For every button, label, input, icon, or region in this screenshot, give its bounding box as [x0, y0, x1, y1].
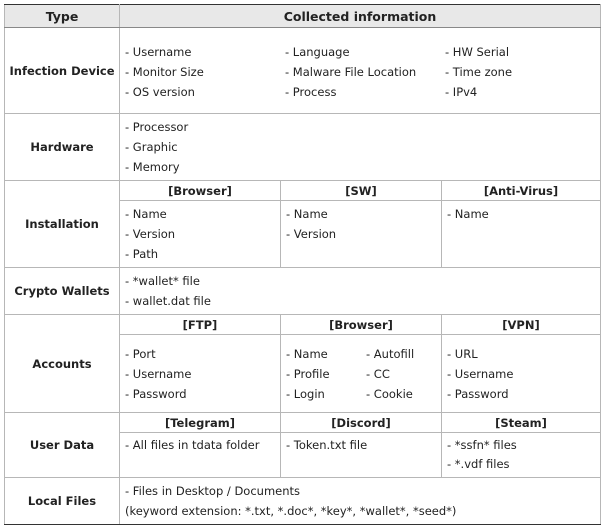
accounts-vpn-info: [442, 335, 601, 413]
list-item: - Password: [125, 386, 187, 401]
type-installation: Installation: [5, 181, 120, 268]
list-item: (keyword extension: *.txt, *.doc*, *key*, *wallet*, *seed*): [125, 504, 457, 518]
type-local-files: Local Files: [5, 478, 120, 525]
list-item: - Login: [286, 386, 325, 401]
list-item: - Path: [125, 247, 159, 261]
accounts-browser-col2: [366, 344, 446, 404]
list-item: - Username: [447, 366, 514, 381]
collected-info-table: [4, 4, 601, 525]
list-item: - OS version: [125, 84, 195, 99]
list-item: - Malware File Location: [285, 64, 417, 79]
user-data-discord-header: [Discord]: [281, 413, 442, 433]
infection-device-col2: [285, 42, 445, 102]
list-item: - Processor: [125, 120, 189, 134]
installation-antivirus-header: [Anti-Virus]: [442, 181, 601, 201]
list-item: - Port: [125, 346, 156, 361]
list-item: - Username: [125, 44, 192, 59]
list-item: - Graphic: [125, 140, 178, 154]
list-item: - Name: [286, 207, 328, 221]
accounts-browser-info: [281, 335, 442, 413]
installation-browser-header: [Browser]: [120, 181, 281, 201]
list-item: - Files in Desktop / Documents: [125, 484, 301, 498]
list-item: - Name: [447, 207, 489, 221]
type-crypto-wallets: Crypto Wallets: [5, 268, 120, 315]
user-data-steam-info: [442, 433, 601, 478]
list-item: - Cookie: [366, 386, 413, 401]
list-item: - Autofill: [366, 346, 415, 361]
list-item: - CC: [366, 366, 390, 381]
installation-sw-info: [281, 201, 442, 268]
list-item: - Token.txt file: [286, 438, 368, 452]
installation-browser-info: [120, 201, 281, 268]
accounts-vpn-header: [VPN]: [442, 315, 601, 335]
type-user-data: User Data: [5, 413, 120, 478]
list-item: - Name: [125, 207, 167, 221]
list-item: - Name: [286, 346, 328, 361]
list-item: - Profile: [286, 366, 330, 381]
list-item: - Version: [286, 227, 337, 241]
row-infection-device: [5, 28, 601, 114]
user-data-telegram-header: [Telegram]: [120, 413, 281, 433]
list-item: - URL: [447, 346, 478, 361]
type-header: Type: [5, 5, 120, 28]
list-item: - Monitor Size: [125, 64, 204, 79]
installation-antivirus-info: [442, 201, 601, 268]
type-hardware: Hardware: [5, 114, 120, 181]
list-item: - All files in tdata folder: [125, 438, 260, 452]
row-accounts-head: [5, 315, 601, 335]
infection-device-info: [120, 28, 601, 114]
infection-device-col3: [445, 42, 595, 102]
user-data-steam-header: [Steam]: [442, 413, 601, 433]
list-item: - HW Serial: [445, 44, 510, 59]
crypto-wallets-info: [120, 268, 601, 315]
list-item: - Password: [447, 386, 509, 401]
list-item: - Process: [285, 84, 337, 99]
accounts-ftp-header: [FTP]: [120, 315, 281, 335]
accounts-ftp-info: [120, 335, 281, 413]
list-item: - Memory: [125, 160, 180, 174]
user-data-discord-info: [281, 433, 442, 478]
list-item: - *.vdf files: [447, 457, 510, 471]
list-item: - IPv4: [445, 84, 478, 99]
row-user-data-head: [5, 413, 601, 433]
list-item: - *wallet* file: [125, 274, 200, 288]
type-accounts: Accounts: [5, 315, 120, 413]
list-item: - Version: [125, 227, 176, 241]
local-files-info: [120, 478, 601, 525]
accounts-browser-header: [Browser]: [281, 315, 442, 335]
installation-sw-header: [SW]: [281, 181, 442, 201]
header-row: [5, 5, 601, 28]
collected-info-header: Collected information: [120, 5, 601, 28]
row-hardware: [5, 114, 601, 181]
type-infection-device: Infection Device: [5, 28, 120, 114]
hardware-info: [120, 114, 601, 181]
list-item: - *ssfn* files: [447, 438, 517, 452]
row-installation-head: [5, 181, 601, 201]
user-data-telegram-info: [120, 433, 281, 478]
list-item: - Username: [125, 366, 192, 381]
row-crypto-wallets: [5, 268, 601, 315]
list-item: - Language: [285, 44, 350, 59]
infection-device-col1: [125, 42, 285, 102]
list-item: - wallet.dat file: [125, 294, 211, 308]
row-local-files: [5, 478, 601, 525]
list-item: - Time zone: [445, 64, 513, 79]
accounts-browser-col1: [286, 344, 366, 404]
